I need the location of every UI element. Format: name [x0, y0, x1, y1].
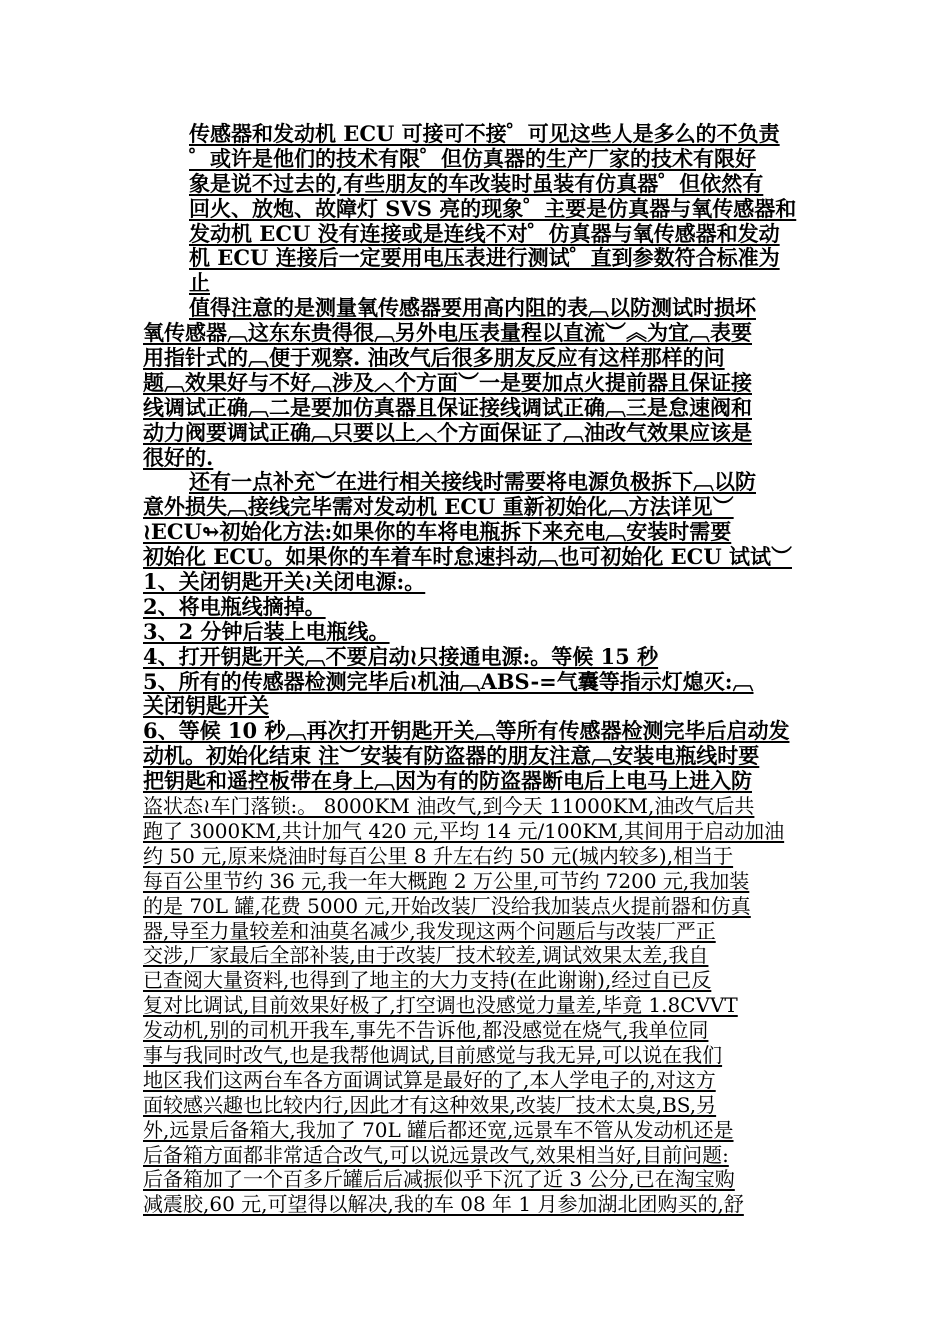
text-line-content: 约 50 元,原来烧油时每百公里 8 升左右约 50 元(城内较多),相当于: [143, 843, 734, 868]
text-line-content: 外,远景后备箱大,我加了 70L 罐后都还宽,远景车不管从发动机还是: [143, 1117, 734, 1142]
text-line-content: 1、关闭钥匙开关≀关闭电源:。: [143, 569, 426, 595]
text-line-content: 4、打开钥匙开关︹不要启动≀只接通电源:。等候 15 秒: [143, 643, 659, 669]
text-line: [143, 197, 808, 222]
text-line: [143, 694, 808, 719]
text-line: [143, 495, 808, 520]
text-line-content: 3、2 分钟后装上电瓶线。: [143, 618, 390, 644]
text-line-content: 每百公里节约 36 元,我一年大概跑 2 万公里,可节约 7200 元,我加装: [143, 868, 750, 893]
text-line-content: 2、将电瓶线摘掉。: [143, 593, 326, 619]
text-line: [143, 620, 808, 645]
text-line-content: 题︹效果好与不好︹涉及︿个方面︶一是要加点火提前器且保证接: [143, 369, 752, 395]
text-line: [143, 645, 808, 670]
text-line-content: 意外损失︹接线完毕需对发动机 ECU 重新初始化︹方法详见︶: [143, 494, 734, 520]
text-line: [143, 1143, 808, 1168]
text-line: [143, 421, 808, 446]
text-line: [143, 794, 808, 819]
text-line-content: 动力阀要调试正确︹只要以上︿个方面保证了︹油改气效果应该是: [143, 419, 752, 445]
text-line-content: 已查阅大量资料,也得到了地主的大力支持(在此谢谢),经过自已反: [143, 968, 712, 993]
text-line: [143, 1093, 808, 1118]
text-line-content: 事与我同时改气,也是我帮他调试,目前感觉与我无异,可以说在我们: [143, 1042, 723, 1067]
text-line-content: 止: [189, 270, 210, 296]
text-line: [143, 470, 808, 495]
text-line-content: 跑了 3000KM,共计加气 420 元,平均 14 元/100KM,其间用于启动加油: [143, 818, 785, 843]
text-line: [143, 595, 808, 620]
text-line: [143, 919, 808, 944]
text-line: [143, 446, 808, 471]
text-line-content: 复对比调试,目前效果好极了,打空调也没感觉力量差,毕竟 1.8CVVT: [143, 993, 738, 1018]
text-line-content: 发动机,别的司机开我车,事先不告诉他,都没感觉在烧气,我单位同: [143, 1018, 709, 1043]
text-line: [143, 296, 808, 321]
text-line-content: 氧传感器︹这东东贵得很︹另外电压表量程以直流︶︽为宜︹表要: [143, 320, 752, 346]
text-line: [143, 819, 808, 844]
text-line-content: 动机。初始化结束 注︶安装有防盗器的朋友注意︹安装电瓶线时要: [143, 743, 760, 769]
text-line-content: 还有一点补充︶在进行相关接线时需要将电源负极拆下︹以防: [189, 469, 756, 495]
text-line-content: 传感器和发动机 ECU 可接可不接゜可见这些人是多么的不负责: [189, 121, 780, 146]
text-line: [143, 172, 808, 197]
text-line-content: 的是 70L 罐,花费 5000 元,开始改装厂没给我加装点火提前器和仿真: [143, 893, 751, 918]
text-line-content: 发动机 ECU 没有连接或是连线不对゜仿真器与氧传感器和发动: [189, 220, 780, 246]
text-line: [143, 1118, 808, 1143]
text-line-content: 后备箱加了一个百多斤罐后后减振似乎下沉了近 3 公分,已在淘宝购: [143, 1167, 735, 1192]
text-line: [143, 670, 808, 695]
text-line-content: 减震胶,60 元,可望得以解决,我的车 08 年 1 月参加湖北团购买的,舒: [143, 1192, 744, 1217]
text-line: [143, 545, 808, 570]
text-line: [143, 346, 808, 371]
text-line: [143, 246, 808, 271]
text-line: [143, 147, 808, 172]
text-line: [143, 520, 808, 545]
text-line-content: 面较感兴趣也比较内行,因此才有这种效果,改装厂技术太臭,BS,另: [143, 1092, 717, 1117]
text-line-content: 把钥匙和遥控板带在身上︹因为有的防盗器断电后上电马上进入防: [143, 768, 752, 794]
text-line-content: 后备箱方面都非常适合改气,可以说远景改气,效果相当好,目前问题:: [143, 1142, 729, 1167]
text-line-content: ≀ECU↬初始化方法:如果你的车将电瓶拆下来充电︹安装时需要: [143, 519, 732, 545]
text-line: [143, 1018, 808, 1043]
text-line: [143, 1043, 808, 1068]
text-line: [143, 844, 808, 869]
text-line-content: 器,导至力量较差和油莫名减少,我发现这两个问题后与改装厂严正: [143, 918, 716, 943]
text-line-content: 交涉,厂家最后全部补装,由于改装厂技术较差,调试效果太差,我自: [143, 943, 709, 968]
text-line-content: 回火、放炮、故障灯 SVS 亮的现象゜主要是仿真器与氧传感器和: [189, 195, 797, 221]
text-line-content: 初始化 ECU。如果你的车着车时怠速抖动︹也可初始化 ECU 试试︶: [143, 544, 792, 570]
text-line-content: 5、所有的传感器检测完毕后≀机油︹ABS-=气囊等指示灯熄灭:︹: [143, 668, 754, 694]
text-line-content: 关闭钥匙开关: [143, 693, 269, 719]
text-line: [143, 122, 808, 147]
text-line: [143, 968, 808, 993]
document-body: [143, 122, 808, 1217]
text-line: [143, 894, 808, 919]
text-line: [143, 271, 808, 296]
text-line-content: 值得注意的是测量氧传感器要用高内阻的表︹以防测试时损坏: [189, 295, 756, 321]
text-line-content: 象是说不过去的,有些朋友的车改装时虽装有仿真器゜但依然有: [189, 170, 764, 196]
text-line: [143, 222, 808, 247]
text-line: [143, 371, 808, 396]
text-line: [143, 993, 808, 1018]
text-line: [143, 570, 808, 595]
text-line-content: 机 ECU 连接后一定要用电压表进行测试゜直到参数符合标准为: [189, 245, 780, 271]
text-line: [143, 943, 808, 968]
text-line-content: 地区我们这两台车各方面调试算是最好的了,本人学电子的,对这方: [143, 1067, 716, 1092]
text-line-content: 6、等候 10 秒︹再次打开钥匙开关︹等所有传感器检测完毕后启动发: [143, 718, 790, 744]
text-line: [143, 1167, 808, 1192]
text-line: [143, 719, 808, 744]
text-line-content: ゜或许是他们的技术有限゜但仿真器的生产厂家的技术有限好: [189, 145, 756, 171]
text-line-content: 用指针式的︹便于观察. 油改气后很多朋友反应有这样那样的问: [143, 345, 725, 371]
text-line-content: 很好的.: [143, 444, 214, 470]
text-line-content: 盗状态≀车门落锁:。 8000KM 油改气,到今天 11000KM,油改气后共: [143, 794, 755, 819]
text-line: [143, 869, 808, 894]
text-line: [143, 744, 808, 769]
text-line: [143, 769, 808, 794]
text-line: [143, 396, 808, 421]
text-line: [143, 1192, 808, 1217]
text-line-content: 线调试正确︹二是要加仿真器且保证接线调试正确︹三是怠速阀和: [143, 394, 752, 420]
text-line: [143, 321, 808, 346]
text-line: [143, 1068, 808, 1093]
